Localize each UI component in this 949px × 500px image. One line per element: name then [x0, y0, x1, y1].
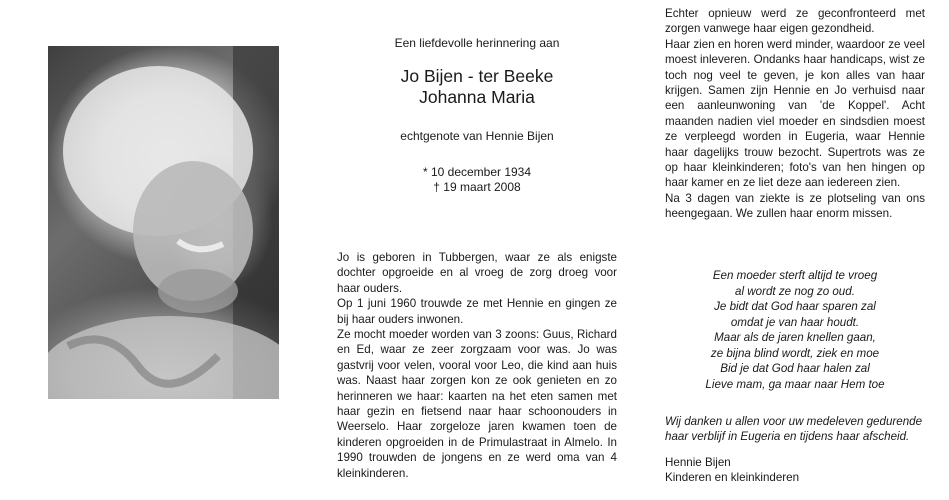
bio-paragraph: Jo is geboren in Tubbergen, waar ze als enigste dochter opgroeide en al vroeg de zorg droeg voor haar ouders. [337, 251, 617, 295]
poem [665, 268, 925, 392]
deceased-name [337, 66, 617, 108]
poem-line: Lieve mam, ga maar naar Hem toe [705, 377, 885, 391]
portrait-photo [48, 46, 279, 399]
thank-you-text: Wij danken u allen voor uw medeleven gedurende haar verblijf in Eugeria en tijdens haar afscheid. [665, 415, 923, 444]
memorial-paragraph: Na 3 dagen van ziekte is ze plotseling van ons heengegaan. We zullen haar enorm missen. [665, 191, 925, 221]
signature [665, 455, 925, 486]
memorial-paragraph: Haar zien en horen werd minder, waardoor ze veel moest inleveren. Ondanks haar handicaps, wist ze toch nog veel te geven, je kon alles van haar krijgen. Samen zijn Hennie en Jo verhuisd naar een aanleunwoning van 'de Koppel'. Acht maanden nadien viel moeder en sindsdien moest ze verpleegd worden in Eugeria, waar Hennie haar dagelijks trouw bezocht. Supertrots was ze op haar kleinkinderen; foto's van hen hingen op haar kamer en ze liet deze aan iedereen zien. [665, 37, 925, 190]
bio-paragraph: Op 1 juni 1960 trouwde ze met Hennie en gingen ze bij haar ouders inwonen. [337, 297, 617, 326]
spouse-text: echtgenote van Hennie Bijen [400, 129, 554, 143]
dates [337, 165, 617, 195]
poem-line: Een moeder sterft altijd te vroeg [712, 269, 878, 282]
death-date: † 19 maart 2008 [433, 180, 521, 194]
poem-line: Je bidt dat God haar sparen zal [714, 300, 876, 313]
poem-line: omdat je van haar houdt. [730, 315, 860, 329]
name-line-2: Johanna Maria [419, 87, 535, 107]
poem-line: al wordt ze nog zo oud. [735, 284, 855, 298]
memorial-paragraph: Echter opnieuw werd ze geconfronteerd met zorgen vanwege haar eigen gezondheid. [665, 7, 925, 36]
poem-line: Bid je dat God haar halen zal [720, 362, 870, 375]
intro-text: Een liefdevolle herinnering aan [394, 36, 560, 50]
signature-line-1: Hennie Bijen [665, 456, 731, 469]
name-line-1: Jo Bijen - ter Beeke [400, 66, 554, 86]
portrait-illustration [48, 46, 279, 399]
birth-date: * 10 december 1934 [422, 165, 532, 179]
poem-line: ze bijna blind wordt, ziek en moe [710, 346, 880, 360]
poem-line: Maar als de jaren knellen gaan, [714, 331, 876, 344]
biography [337, 250, 617, 481]
memorial-text [665, 6, 925, 222]
signature-line-2: Kinderen en kleinkinderen [665, 471, 800, 485]
bio-paragraph: Ze mocht moeder worden van 3 zoons: Guus, Richard en Ed, waar ze zeer zorgzaam voor was. Jo was gastvrij voor velen, vooral voor Leo, die kind aan huis was. Naast haar zorgen kon ze ook genieten en zo herinneren we haar: kaarten na het eten samen met haar gezin en fietsend naar haar schoonouders in Weerselo. Haar zorgeloze jaren kwamen toen de kinderen opgroeiden in de Primulastraat in Almelo. In 1990 trouwden de jongens en ze werd oma van 4 kleinkinderen. [337, 328, 617, 480]
